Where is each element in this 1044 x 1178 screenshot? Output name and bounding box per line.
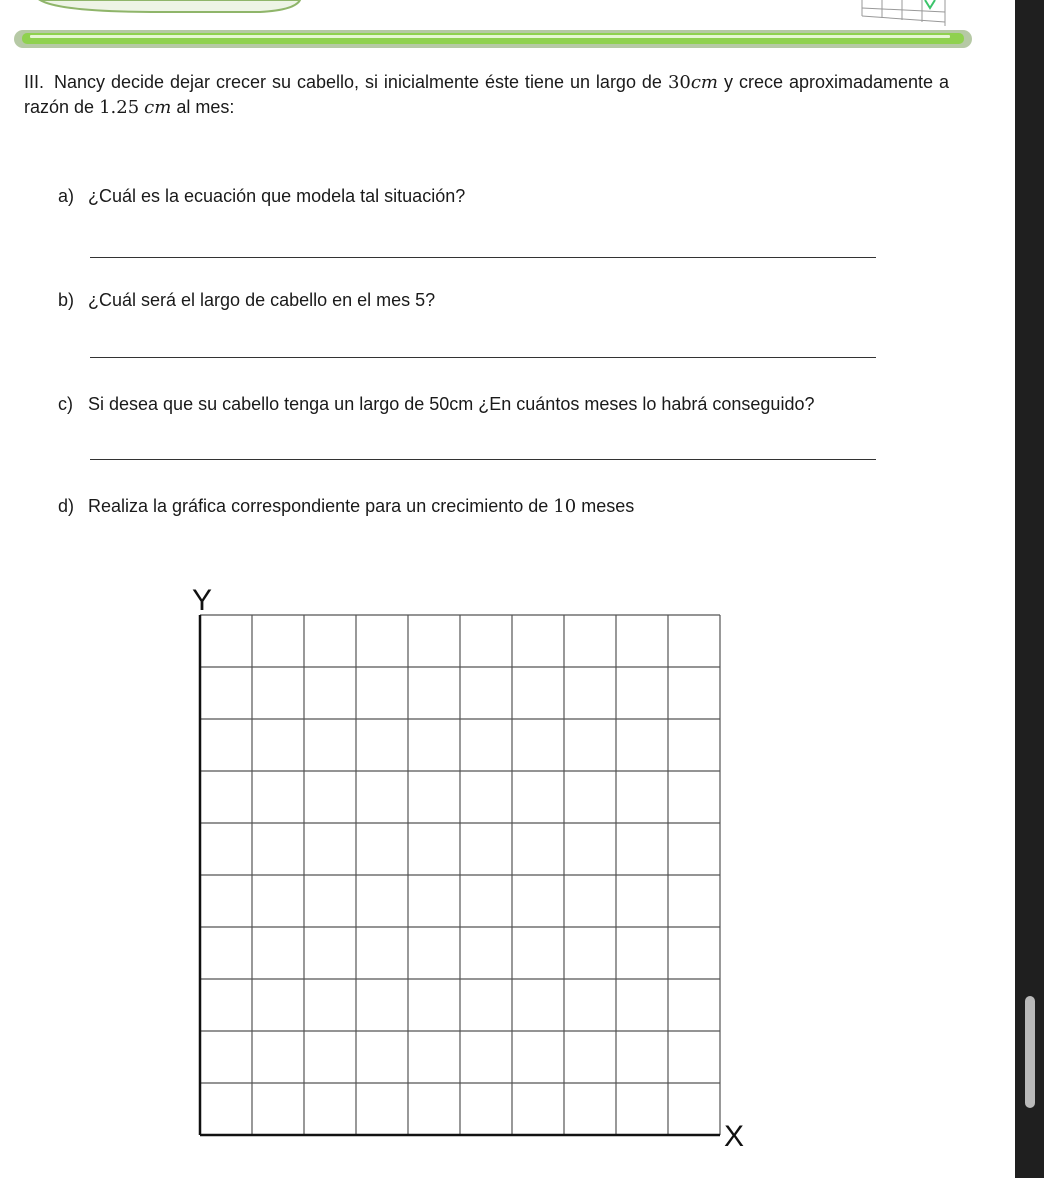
question-c-label: c) <box>58 394 73 414</box>
x-axis-label: X <box>724 1120 745 1153</box>
question-c-text: Si desea que su cabello tenga un largo de 50cm ¿En cuántos meses lo habrá conseguido? <box>88 394 815 414</box>
scrollbar-thumb[interactable] <box>1025 996 1035 1108</box>
header-decoration <box>0 0 1015 60</box>
question-d <box>58 494 634 519</box>
answer-line-a[interactable] <box>90 257 876 258</box>
question-d-label: d) <box>58 496 75 516</box>
question-a <box>58 184 465 208</box>
question-d-months: 10 <box>553 496 577 517</box>
problem-text-3: al mes: <box>176 97 235 117</box>
initial-length-unit: cm <box>690 72 718 93</box>
rate-unit: cm <box>144 97 172 118</box>
blank-graph-grid[interactable] <box>190 605 730 1145</box>
question-d-text: Realiza la gráfica correspondiente para un crecimiento de <box>88 496 549 516</box>
question-a-label: a) <box>58 186 75 206</box>
problem-text-2: y crece aproximadamente a razón de <box>24 72 949 117</box>
question-b <box>58 288 435 312</box>
question-c <box>58 392 814 416</box>
rate-value: 1.25 <box>99 97 140 118</box>
answer-line-c[interactable] <box>90 459 876 460</box>
problem-number: III. <box>24 72 45 92</box>
initial-length-value: 30 <box>667 72 691 93</box>
question-d-suffix: meses <box>581 496 635 516</box>
question-a-text: ¿Cuál es la ecuación que modela tal situación? <box>88 186 466 206</box>
problem-text-1: Nancy decide dejar crecer su cabello, si inicialmente éste tiene un largo de <box>54 72 662 92</box>
question-b-label: b) <box>58 290 75 310</box>
y-axis-label: Y <box>192 584 213 617</box>
answer-line-b[interactable] <box>90 357 876 358</box>
question-b-text: ¿Cuál será el largo de cabello en el mes 5? <box>88 290 436 310</box>
problem-statement <box>24 70 949 120</box>
